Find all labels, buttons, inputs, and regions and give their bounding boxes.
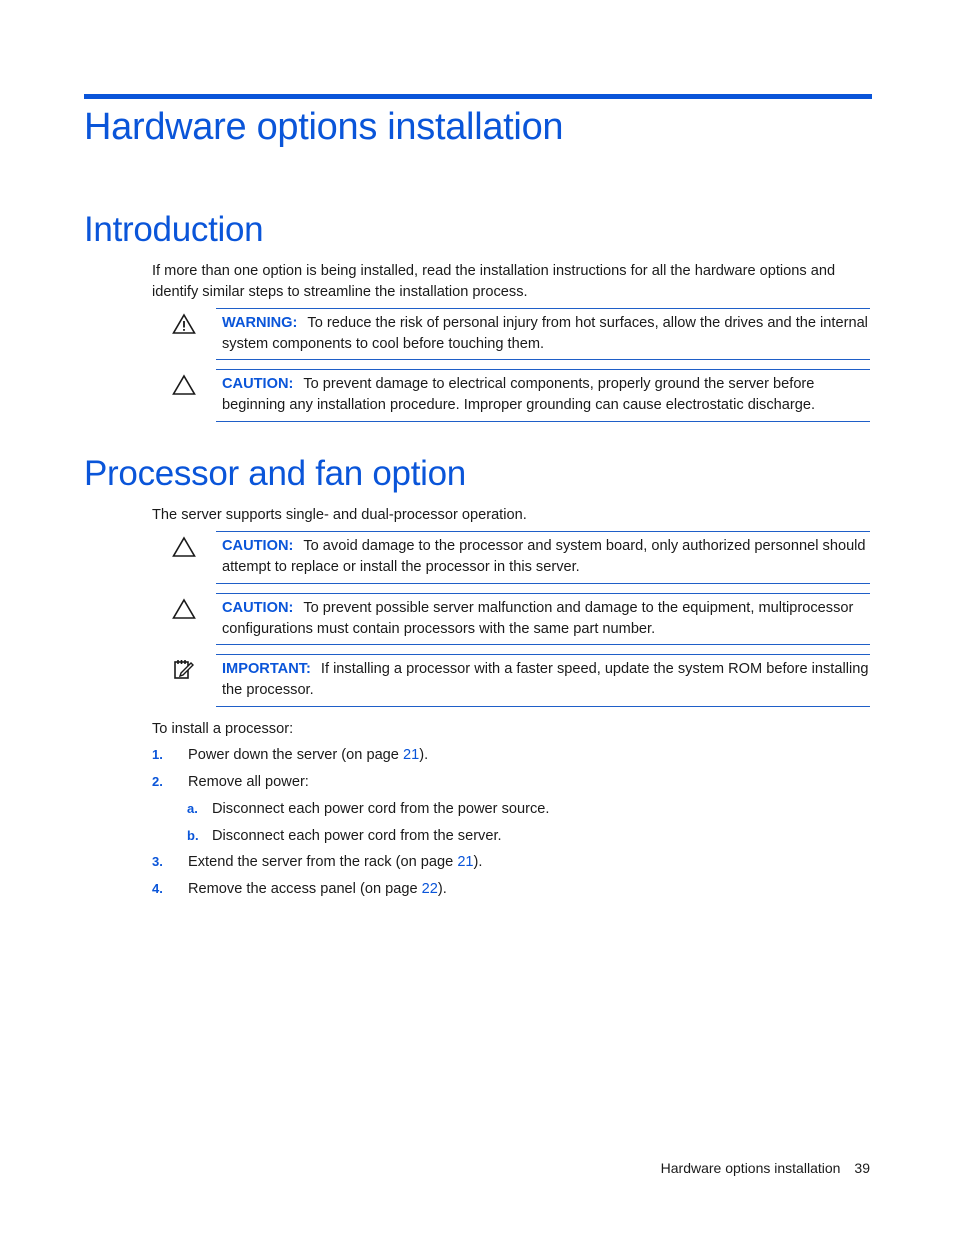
caution-note-grounding bbox=[216, 369, 870, 422]
step-number: 4. bbox=[152, 881, 163, 896]
warning-text: To reduce the risk of personal injury from hot surfaces, allow the drives and the internal system components to cool before touching them. bbox=[222, 315, 868, 352]
caution-label: CAUTION: bbox=[222, 376, 294, 392]
step-text: Disconnect each power cord from the power source. bbox=[212, 801, 550, 817]
step-text: Remove the access panel (on page bbox=[188, 881, 422, 897]
step-text-end: ). bbox=[437, 881, 447, 897]
intro-paragraph: If more than one option is being installed, read the installation instructions for all the hardware options and identify similar steps to streamline the installation process. bbox=[152, 263, 836, 300]
footer-section: Hardware options installation bbox=[660, 1160, 841, 1176]
step-text: Remove all power: bbox=[188, 774, 309, 790]
caution-text: To prevent damage to electrical components, properly ground the server before beginning any installation procedure. Improper grounding can cause electrostatic discharge. bbox=[222, 376, 816, 413]
page-link[interactable]: 22 bbox=[421, 881, 438, 897]
section-heading-introduction: Introduction bbox=[84, 210, 264, 249]
caution-triangle-icon bbox=[172, 374, 196, 396]
substep-letter: a. bbox=[187, 801, 198, 816]
page-link[interactable]: 21 bbox=[402, 747, 420, 763]
processor-paragraph: The server supports single- and dual-processor operation. bbox=[152, 507, 527, 523]
step-text-end: ). bbox=[473, 854, 483, 870]
step-text: Power down the server (on page bbox=[188, 747, 403, 763]
caution-triangle-icon bbox=[172, 536, 196, 558]
caution-text: To avoid damage to the processor and system board, only authorized personnel should attempt to replace or install the processor in this server. bbox=[222, 538, 866, 575]
caution-note-part-number bbox=[216, 593, 870, 645]
important-note bbox=[216, 654, 870, 707]
step-number: 3. bbox=[152, 854, 163, 869]
caution-label: CAUTION: bbox=[222, 538, 294, 554]
step-number: 2. bbox=[152, 774, 163, 789]
section-heading-processor: Processor and fan option bbox=[84, 454, 466, 493]
warning-note bbox=[216, 308, 870, 360]
caution-text: To prevent possible server malfunction and damage to the equipment, multiprocessor configurations must contain processors with the same part number. bbox=[222, 600, 854, 637]
warning-triangle-icon bbox=[172, 313, 196, 335]
caution-triangle-icon bbox=[172, 598, 196, 620]
warning-label: WARNING: bbox=[222, 315, 298, 331]
important-text: If installing a processor with a faster speed, update the system ROM before installing the processor. bbox=[222, 661, 869, 698]
step-text: Disconnect each power cord from the server. bbox=[212, 828, 502, 844]
page-link[interactable]: 21 bbox=[457, 854, 474, 870]
chapter-title-rule bbox=[84, 94, 872, 99]
step-text-end: ). bbox=[419, 747, 429, 763]
caution-label: CAUTION: bbox=[222, 600, 294, 616]
page-number: 39 bbox=[854, 1160, 870, 1176]
step-text: Extend the server from the rack (on page bbox=[188, 854, 458, 870]
important-note-icon bbox=[172, 658, 196, 680]
page-footer bbox=[661, 1158, 870, 1178]
step-number: 1. bbox=[152, 747, 163, 762]
chapter-title: Hardware options installation bbox=[84, 106, 564, 148]
procedure-intro: To install a processor: bbox=[152, 721, 294, 737]
important-label: IMPORTANT: bbox=[222, 661, 311, 677]
caution-note-authorized bbox=[216, 531, 870, 584]
substep-letter: b. bbox=[187, 828, 199, 843]
